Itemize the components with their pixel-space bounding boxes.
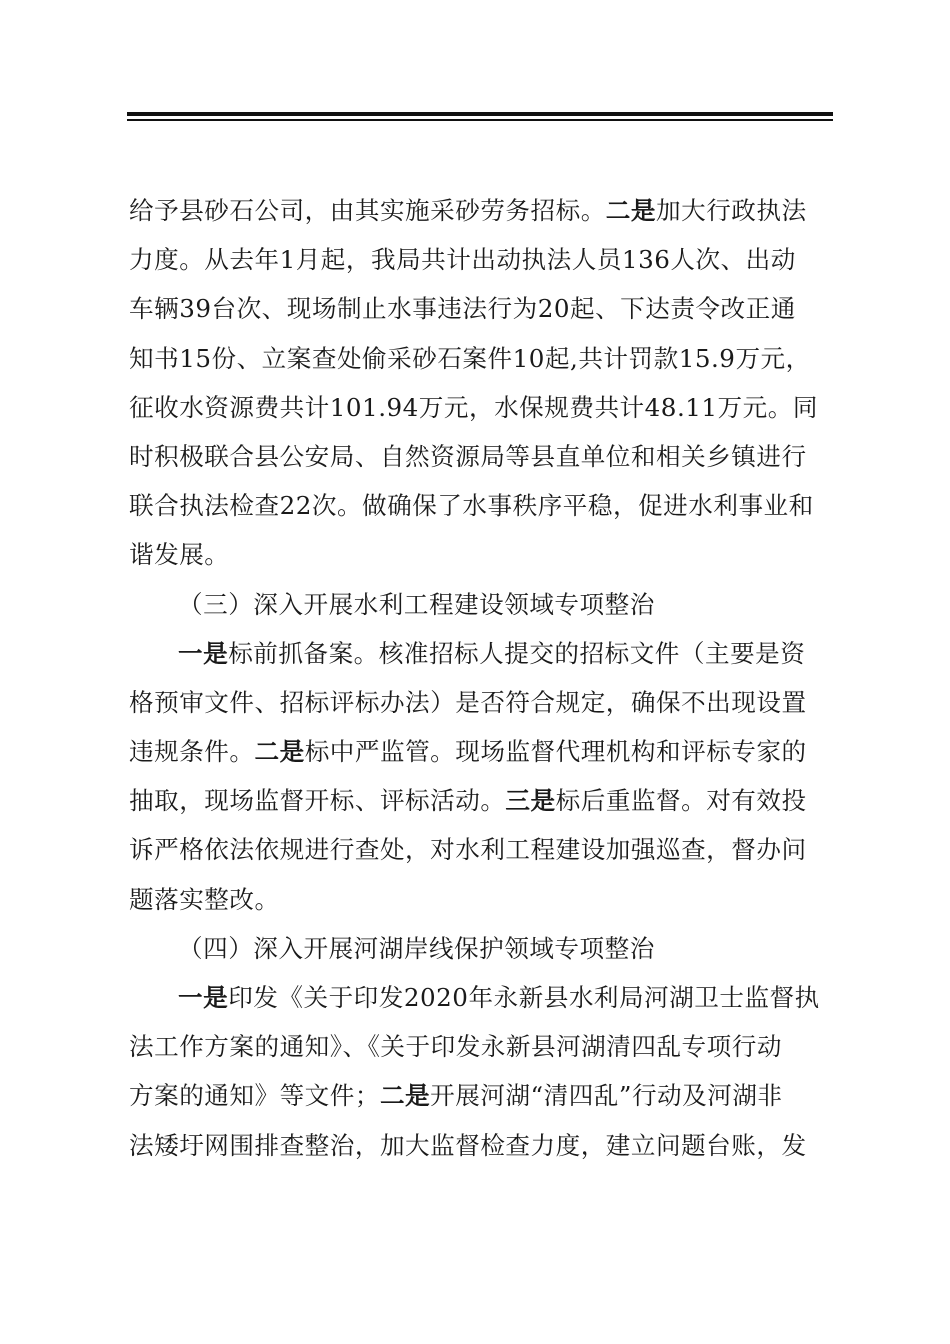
text-run: 标前抓备案。核准招标人提交的招标文件（主要是资 [228,638,806,668]
text-line: 诉严格依法依规进行查处，对水利工程建设加强巡查，督办问 [129,835,807,865]
text-run: 抽取，现场监督开标、评标活动。 [129,786,506,816]
section-heading-3: （三）深入开展水利工程建设领域专项整治 [178,589,655,619]
text-line [129,973,833,1022]
header-rule-thick [127,112,833,116]
text-line: 谐发展。 [129,540,230,570]
text-line: 时积极联合县公安局、自然资源局等县直单位和相关乡镇进行 [129,441,807,471]
text-line: 车辆39台次、现场制止水事违法行为20起、下达责令改正通 [129,294,796,324]
text-run: 给予县砂石公司，由其实施采砂劳务招标。 [129,196,606,225]
text-line: 征收水资源费共计101.94万元，水保规费共计48.11万元。同 [129,392,818,422]
paragraph-river-lake [129,973,833,1170]
text-line: 法矮圩网围排查整治，加大监督检查力度，建立问题台账，发 [129,1130,807,1160]
text-run: 开展河湖“清四乱”行动及河湖非 [430,1081,783,1111]
emphasis-label: 一是 [178,638,229,668]
text-line: 法工作方案的通知》、《关于印发永新县河湖清四乱专项行动 [129,1032,782,1062]
text-run: 违规条件。 [129,737,255,767]
text-line: 联合执法检查22次。做确保了水事秩序平稳，促进水利事业和 [129,491,814,521]
text-line [129,629,833,678]
emphasis-label: 三是 [505,786,556,816]
section-heading-4: （四）深入开展河湖岸线保护领域专项整治 [178,933,655,963]
emphasis-label: 二是 [379,1081,431,1111]
text-line: 力度。从去年1月起，我局共计出动执法人员136人次、出动 [129,245,796,275]
emphasis-label: 一是 [178,983,229,1012]
text-line: 格预审文件、招标评标办法）是否符合规定，确保不出现设置 [129,687,807,717]
text-line: 题落实整改。 [129,884,280,914]
text-run: 方案的通知》等文件； [129,1081,380,1111]
text-run: 加大行政执法 [656,196,807,225]
header-rule-thin [127,119,833,121]
text-line [129,1071,833,1120]
paragraph-construction [129,629,833,924]
emphasis-label: 二是 [605,196,656,225]
text-line: 知书15份、立案查处偷采砂石案件10起,共计罚款15.9万元， [129,343,811,373]
emphasis-label: 二是 [254,737,305,767]
text-run: 标中严监管。现场监督代理机构和评标专家的 [304,737,807,767]
text-run: 标后重监督。对有效投 [555,786,807,816]
paragraph-enforcement [129,186,833,580]
text-run: 印发《关于印发2020年永新县水利局河湖卫士监督执 [228,983,820,1012]
text-line [129,776,833,825]
text-line [129,186,833,235]
text-line [129,727,833,776]
body-text [129,186,833,1170]
